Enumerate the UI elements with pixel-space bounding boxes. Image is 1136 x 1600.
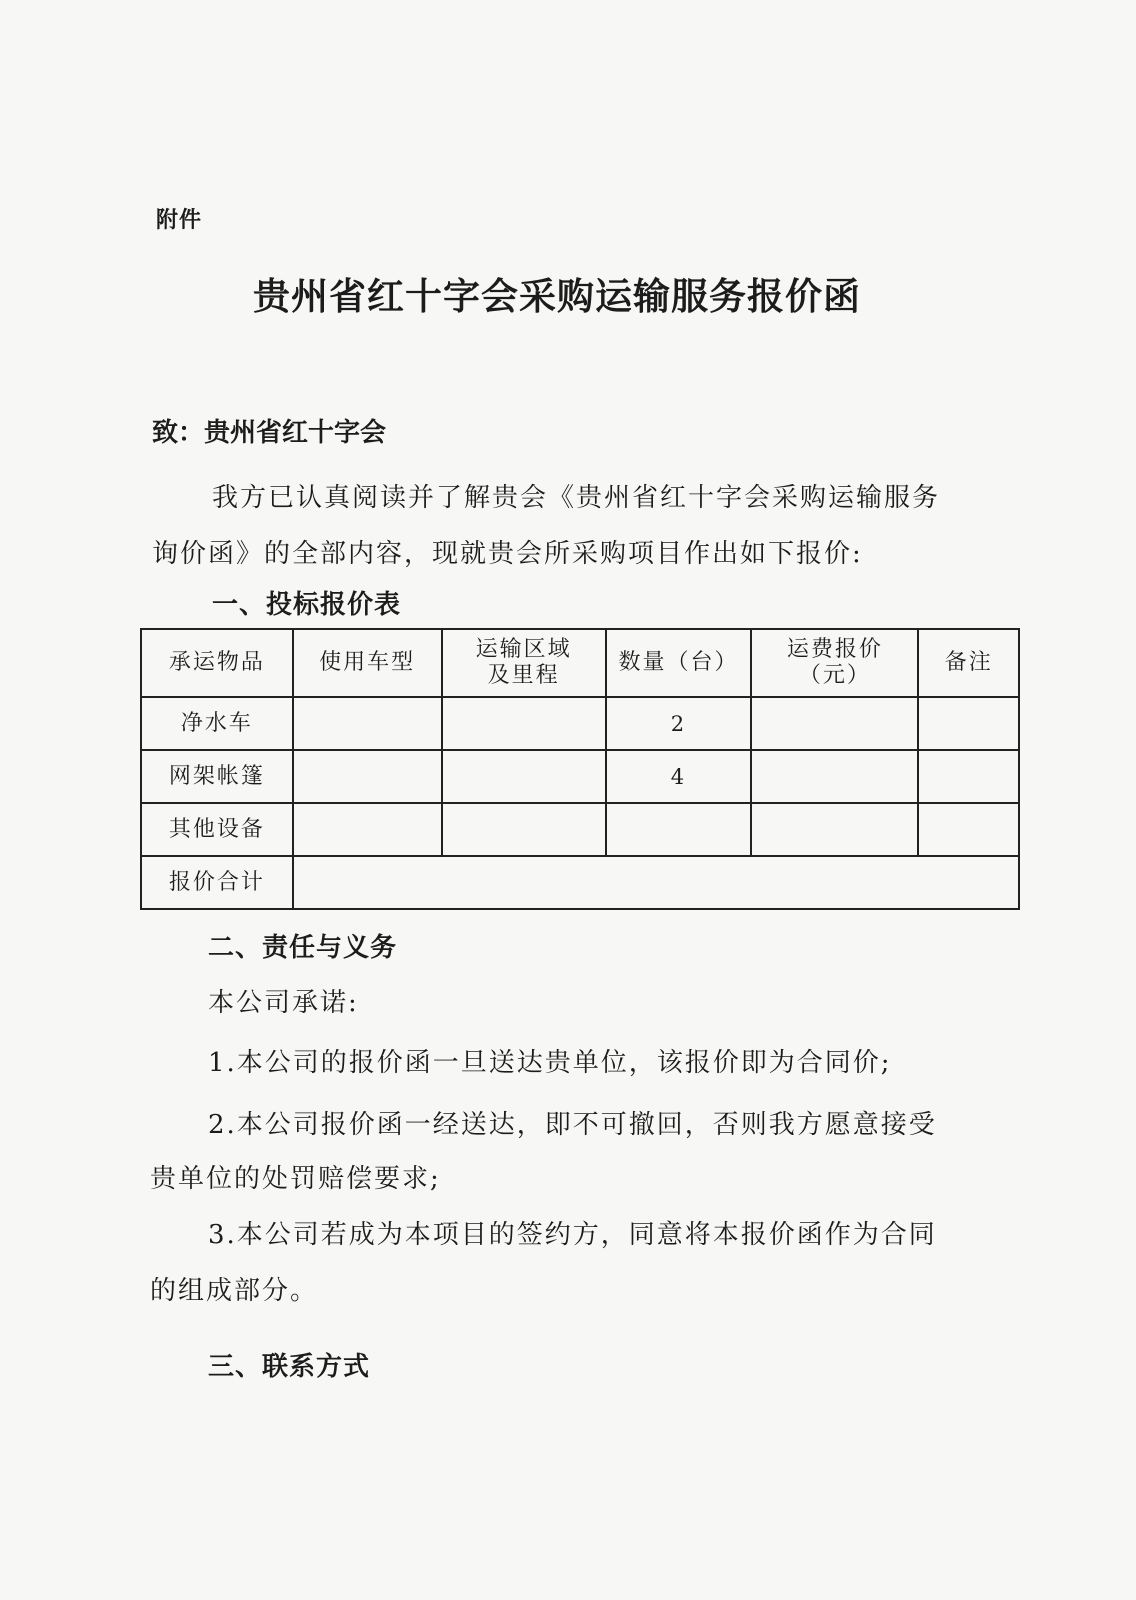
commitment-item-2-cont: 贵单位的处罚赔偿要求;	[150, 1164, 441, 1194]
quote-table	[140, 628, 1020, 910]
note-cell	[918, 750, 1019, 803]
header-cell-qty	[606, 629, 752, 697]
area-cell	[442, 803, 606, 856]
attachment-label: 附件	[156, 208, 203, 233]
intro-line-1: 我方已认真阅读并了解贵会《贵州省红十字会采购运输服务	[212, 483, 941, 513]
table-header-row	[141, 629, 1019, 697]
vehicle-cell	[293, 750, 442, 803]
commitment-item-2: 2.本公司报价函一经送达，即不可撤回，否则我方愿意接受	[208, 1110, 937, 1140]
table-total-row	[141, 856, 1019, 909]
header-cell-note	[918, 629, 1019, 697]
page-title: 贵州省红十字会采购运输服务报价函	[253, 275, 861, 318]
header-note-label: 备注	[944, 650, 993, 675]
item-cell: 其他设备	[141, 803, 293, 856]
price-cell	[751, 697, 918, 750]
section-2-heading: 二、责任与义务	[208, 933, 398, 963]
header-cell-vehicle	[293, 629, 442, 697]
commitment-item-3-cont: 的组成部分。	[150, 1276, 319, 1306]
qty-cell: 4	[606, 750, 752, 803]
header-cell-area	[442, 629, 606, 697]
commitment-item-1: 1.本公司的报价函一旦送达贵单位，该报价即为合同价;	[208, 1048, 892, 1078]
area-cell	[442, 750, 606, 803]
qty-cell: 2	[606, 697, 752, 750]
recipient-line: 致：贵州省红十字会	[152, 418, 387, 448]
intro-line-2: 询价函》的全部内容，现就贵会所采购项目作出如下报价:	[152, 539, 863, 569]
note-cell	[918, 803, 1019, 856]
header-price-label: 运费报价 （元）	[786, 637, 883, 688]
header-qty-label: 数量（台）	[618, 650, 739, 675]
header-cell-item	[141, 629, 293, 697]
qty-cell	[606, 803, 752, 856]
price-cell	[751, 750, 918, 803]
total-value-cell	[293, 856, 1019, 909]
table-row	[141, 750, 1019, 803]
header-vehicle-label: 使用车型	[319, 650, 416, 675]
section-1-heading: 一、投标报价表	[212, 590, 402, 620]
item-cell: 净水车	[141, 697, 293, 750]
note-cell	[918, 697, 1019, 750]
header-cell-price	[751, 629, 918, 697]
commitment-intro: 本公司承诺:	[208, 988, 359, 1018]
table-row	[141, 803, 1019, 856]
area-cell	[442, 697, 606, 750]
vehicle-cell	[293, 803, 442, 856]
header-item-label: 承运物品	[168, 650, 265, 675]
total-label-cell: 报价合计	[141, 856, 293, 909]
vehicle-cell	[293, 697, 442, 750]
section-3-heading: 三、联系方式	[208, 1352, 371, 1382]
price-cell	[751, 803, 918, 856]
commitment-item-3: 3.本公司若成为本项目的签约方，同意将本报价函作为合同	[208, 1220, 937, 1250]
item-cell: 网架帐篷	[141, 750, 293, 803]
table-row	[141, 697, 1019, 750]
header-area-label: 运输区域 及里程	[475, 637, 572, 688]
